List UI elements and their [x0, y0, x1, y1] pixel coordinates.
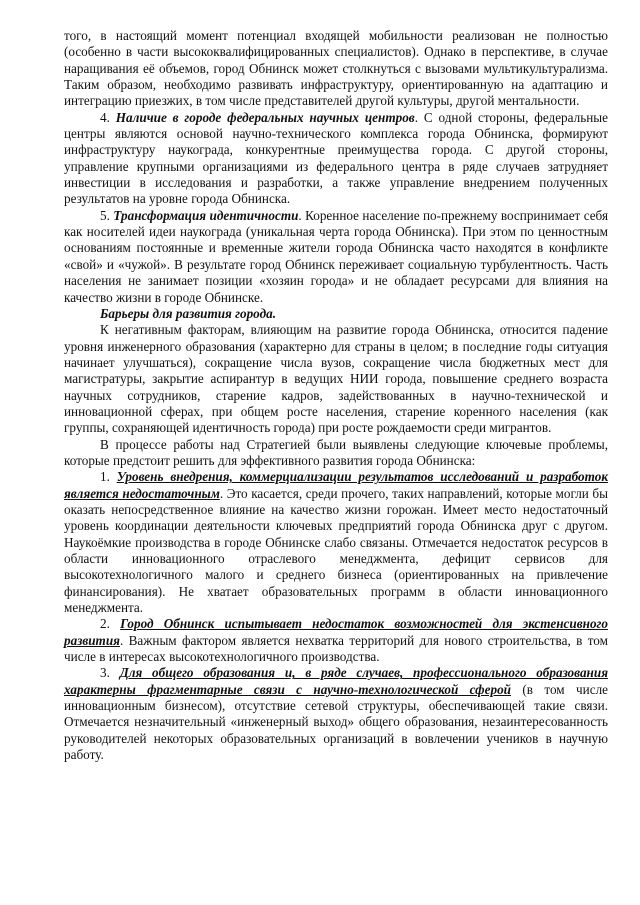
paragraph-key-problems-intro: В процессе работы над Стратегией были выявлены следующие ключевые проблемы, которые предстоит решить для эффективного развития города Обнинска:: [64, 436, 608, 468]
item-text: . Это касается, среди прочего, таких направлений, которые могли бы оказать непосредственное влияние на качество жизни горожан. Имеет место недостаточный уровень координации деятельности ключевых предприятий города Обнинска друг с другом. Наукоёмкие производства в городе Обнинске слабо связаны. Отмечается недостаток ресурсов в области инновационного отраслевого менеджмента, дефицит сервисов для высокотехнологичного малого и среднего бизнеса (ориентированных на привлечение финансирования). Не хватает образовательных программ в области инновационного менеджмента.: [64, 485, 608, 616]
item-number: 1.: [100, 469, 110, 485]
problem-item-2: [64, 616, 608, 665]
item-number: 4.: [100, 109, 110, 125]
barriers-title: Барьеры для развития города.: [100, 305, 277, 321]
item-heading: Уровень внедрения, коммерциализации результатов исследований и разработок является недостаточным: [64, 469, 609, 501]
document-page: [64, 28, 608, 763]
paragraph-federal-centers: [64, 110, 608, 208]
item-heading: Для общего образования и, в ряде случаев, профессионального образования характерны фрагментарные связи с научно-технологической сферой: [64, 665, 608, 697]
item-number: 3.: [100, 665, 110, 681]
problem-item-1: [64, 469, 608, 616]
item-text: (в том числе инновационным бизнесом), отсутствие сетевой структуры, обеспечивающей такие связи. Отмечается незначительный «инженерный выход» общего образования, незаинтересованность руководителей некоторых образовательных организаций в вовлечении учеников в научную работу.: [64, 681, 608, 763]
paragraph-identity: [64, 208, 608, 306]
paragraph-negative-factors: К негативным факторам, влияющим на развитие города Обнинска, относится падение уровня инженерного образования (характерно для страны в целом; в последние годы ситуация начинает улучшаться), сокращение числа вузов, сокращение числа бюджетных мест для магистратуры, закрытие аспирантур в ведущих НИИ города, повышение среднего возраста научных сотрудников, старение кадров, задействованных в научно-технической и инновационной сферах, при общем росте населения, старение коренного населения (как группы, сохраняющей идентичность города) при росте рождаемости среди мигрантов.: [64, 322, 608, 436]
item-heading: Город Обнинск испытывает недостаток возможностей для экстенсивного развития: [64, 616, 608, 648]
item-number: 2.: [100, 616, 110, 632]
item-text: . С одной стороны, федеральные центры являются основой научно-технического комплекса города Обнинска, формируют инфраструктуру наукограда, конкурентные преимущества города. С другой стороны, управление крупными организациями из федерального центра в ряде случаев затрудняет инвестиции в исследования и разработки, а также управление внедрением полученных результатов на уровне города Обнинска.: [64, 109, 608, 207]
item-heading: Наличие в городе федеральных научных центров: [115, 109, 415, 125]
item-text: . Важным фактором является нехватка территорий для нового строительства, в том числе в интересах высокотехнологичного производства.: [64, 632, 608, 665]
paragraph-mobility: того, в настоящий момент потенциал входящей мобильности реализован не полностью (особенно в части высококвалифицированных специалистов). Однако в перспективе, в случае наращивания её объемов, город Обнинск может столкнуться с вызовами мультикультурализма. Таким образом, необходимо развивать инфраструктуру, ориентированную на адаптацию и интеграцию приезжих, в том числе представителей другой культуры, другой ментальности.: [64, 28, 608, 109]
item-heading: Трансформация идентичности: [113, 207, 299, 223]
item-text: . Коренное население по-прежнему воспринимает себя как носителей идеи наукограда (уникальная черта города Обнинска). При этом по ценностным основаниям постоянные и временные жители города Обнинска часто находятся в конфликте «свой» и «чужой». В результате город Обнинск переживает социальную турбулентность. Часть населения не занимает позиции «хозяин города» и не обладает ресурсами для влияния на качество жизни в городе Обнинске.: [64, 207, 609, 305]
problem-item-3: [64, 665, 608, 763]
item-number: 5.: [100, 207, 110, 223]
